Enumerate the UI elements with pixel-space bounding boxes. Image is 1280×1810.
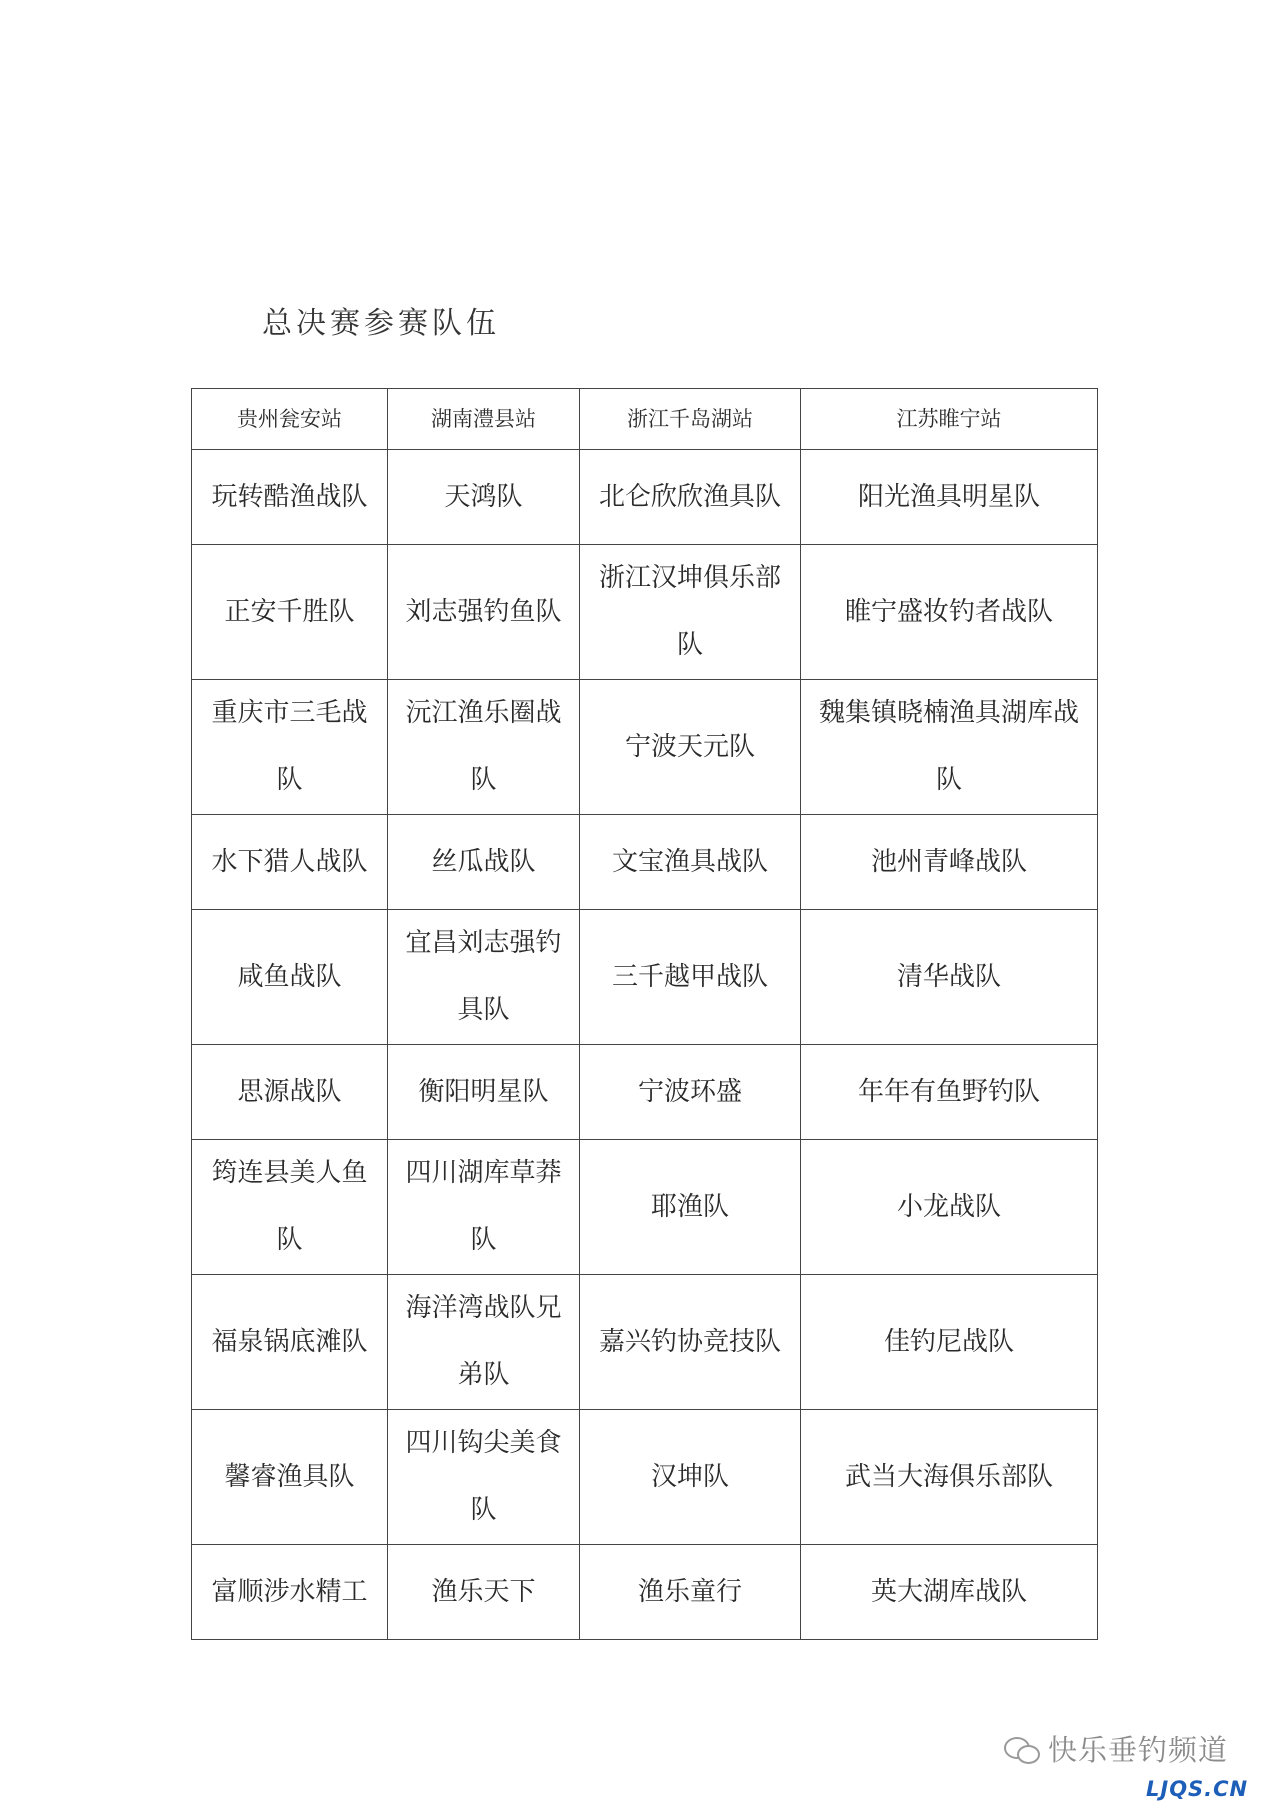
- table-cell: 水下猎人战队: [192, 815, 388, 910]
- watermark-text: 快乐垂钓频道: [1048, 1733, 1229, 1767]
- table-cell: 四川钩尖美食队: [388, 1410, 580, 1545]
- table-cell: 小龙战队: [801, 1140, 1098, 1275]
- table-cell: 思源战队: [192, 1045, 388, 1140]
- table-cell: 佳钓尼战队: [801, 1275, 1098, 1410]
- table-cell: 武当大海俱乐部队: [801, 1410, 1098, 1545]
- table-cell: 沅江渔乐圈战队: [388, 680, 580, 815]
- table-cell: 衡阳明星队: [388, 1045, 580, 1140]
- watermark: [1004, 1728, 1228, 1769]
- table-row: [192, 910, 1098, 1045]
- table-cell: 正安千胜队: [192, 545, 388, 680]
- table-row: [192, 545, 1098, 680]
- table-cell: 三千越甲战队: [580, 910, 801, 1045]
- table-cell: 福泉锅底滩队: [192, 1275, 388, 1410]
- table-cell: 英大湖库战队: [801, 1545, 1098, 1640]
- table-cell: 嘉兴钓协竞技队: [580, 1275, 801, 1410]
- column-header: 贵州瓮安站: [192, 389, 388, 450]
- site-badge: LJQS.CN: [1146, 1777, 1249, 1801]
- wechat-icon: [1004, 1735, 1040, 1763]
- table-cell: 筠连县美人鱼队: [192, 1140, 388, 1275]
- table-cell: 海洋湾战队兄弟队: [388, 1275, 580, 1410]
- table-row: [192, 1045, 1098, 1140]
- table-cell: 北仑欣欣渔具队: [580, 450, 801, 545]
- table-cell: 年年有鱼野钓队: [801, 1045, 1098, 1140]
- column-header: 江苏睢宁站: [801, 389, 1098, 450]
- table-cell: 阳光渔具明星队: [801, 450, 1098, 545]
- table-cell: 渔乐天下: [388, 1545, 580, 1640]
- table-cell: 丝瓜战队: [388, 815, 580, 910]
- table-cell: 四川湖库草莽队: [388, 1140, 580, 1275]
- table-row: [192, 1140, 1098, 1275]
- table-cell: 刘志强钓鱼队: [388, 545, 580, 680]
- table-cell: 渔乐童行: [580, 1545, 801, 1640]
- table-cell: 池州青峰战队: [801, 815, 1098, 910]
- table-cell: 魏集镇晓楠渔具湖库战队: [801, 680, 1098, 815]
- table-cell: 玩转酷渔战队: [192, 450, 388, 545]
- table-cell: 宜昌刘志强钓具队: [388, 910, 580, 1045]
- table-cell: 馨睿渔具队: [192, 1410, 388, 1545]
- table-cell: 宁波环盛: [580, 1045, 801, 1140]
- table-cell: 重庆市三毛战队: [192, 680, 388, 815]
- table-row: [192, 1410, 1098, 1545]
- table-row: [192, 680, 1098, 815]
- table-cell: 宁波天元队: [580, 680, 801, 815]
- table-cell: 耶渔队: [580, 1140, 801, 1275]
- table-cell: 睢宁盛妆钓者战队: [801, 545, 1098, 680]
- table-cell: 浙江汉坤俱乐部队: [580, 545, 801, 680]
- column-header: 湖南澧县站: [388, 389, 580, 450]
- table-header-row: [192, 389, 1098, 450]
- page-title: 总决赛参赛队伍: [262, 306, 500, 341]
- table-row: [192, 1545, 1098, 1640]
- table-cell: 汉坤队: [580, 1410, 801, 1545]
- table-row: [192, 450, 1098, 545]
- table-row: [192, 1275, 1098, 1410]
- table-cell: 清华战队: [801, 910, 1098, 1045]
- column-header: 浙江千岛湖站: [580, 389, 801, 450]
- table-cell: 文宝渔具战队: [580, 815, 801, 910]
- table-cell: 天鸿队: [388, 450, 580, 545]
- table-cell: 咸鱼战队: [192, 910, 388, 1045]
- table-cell: 富顺涉水精工: [192, 1545, 388, 1640]
- teams-table: [191, 388, 1098, 1640]
- table-row: [192, 815, 1098, 910]
